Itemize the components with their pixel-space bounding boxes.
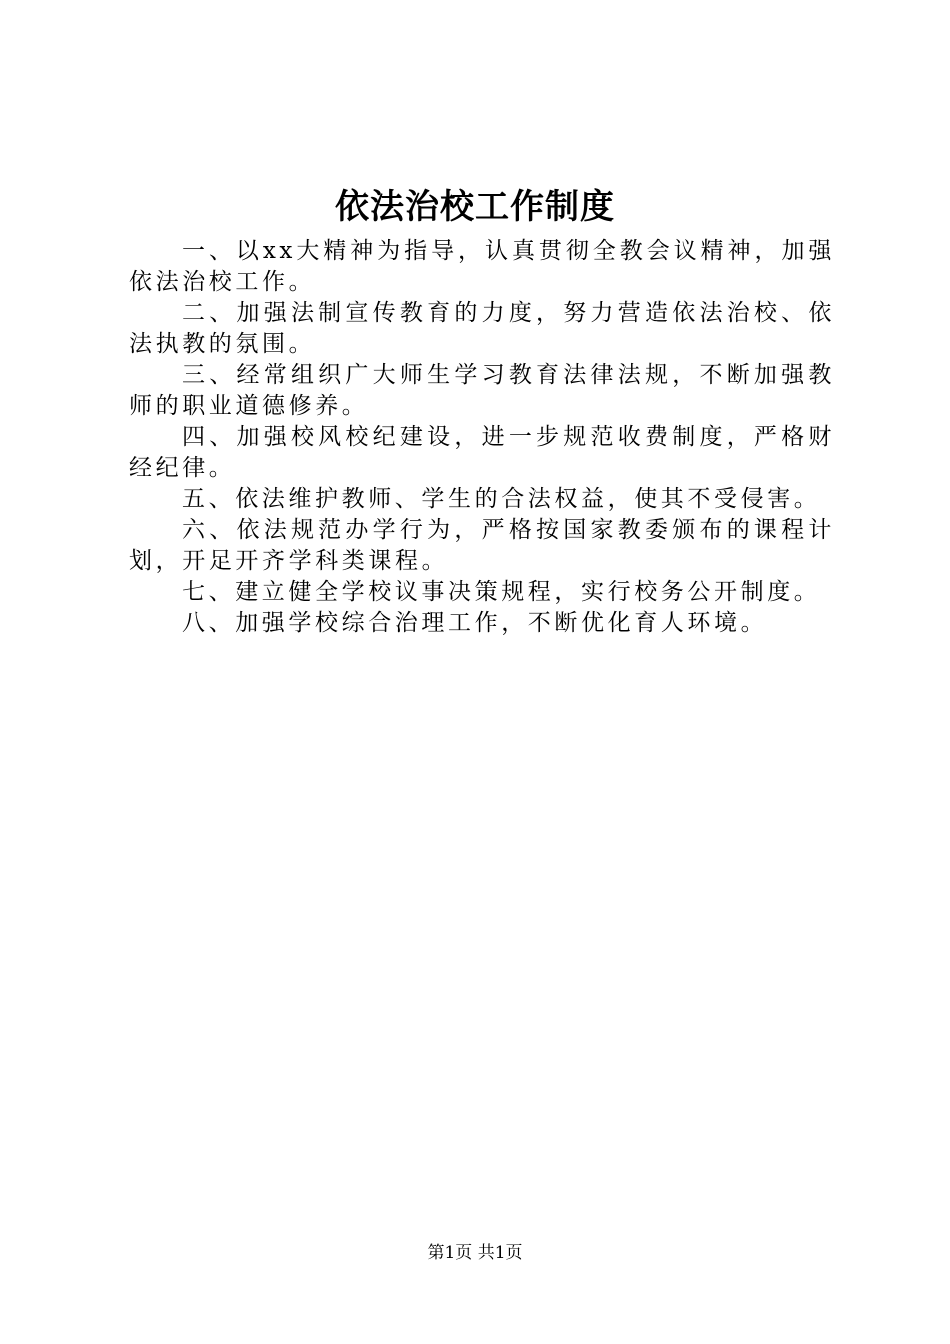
paragraph-8: 八、加强学校综合治理工作，不断优化育人环境。 bbox=[182, 610, 768, 636]
page-number-footer: 第1页 共1页 bbox=[427, 1243, 523, 1263]
paragraph-3: 三、经常组织广大师生学习教育法律法规，不断加强教师的职业道德修养。 bbox=[129, 362, 835, 419]
paragraph-5: 五、依法维护教师、学生的合法权益，使其不受侵害。 bbox=[182, 486, 821, 512]
paragraph-6: 六、依法规范办学行为，严格按国家教委颁布的课程计划，开足开齐学科类课程。 bbox=[129, 517, 835, 574]
paragraph-7: 七、建立健全学校议事决策规程，实行校务公开制度。 bbox=[182, 579, 821, 605]
document-body bbox=[129, 236, 835, 639]
paragraph-1: 一、以xx大精神为指导，认真贯彻全教会议精神，加强依法治校工作。 bbox=[129, 238, 835, 295]
paragraph-4: 四、加强校风校纪建设，进一步规范收费制度，严格财经纪律。 bbox=[129, 424, 835, 481]
document-title: 依法治校工作制度 bbox=[335, 187, 615, 227]
paragraph-2: 二、加强法制宣传教育的力度，努力营造依法治校、依法执教的氛围。 bbox=[129, 300, 835, 357]
